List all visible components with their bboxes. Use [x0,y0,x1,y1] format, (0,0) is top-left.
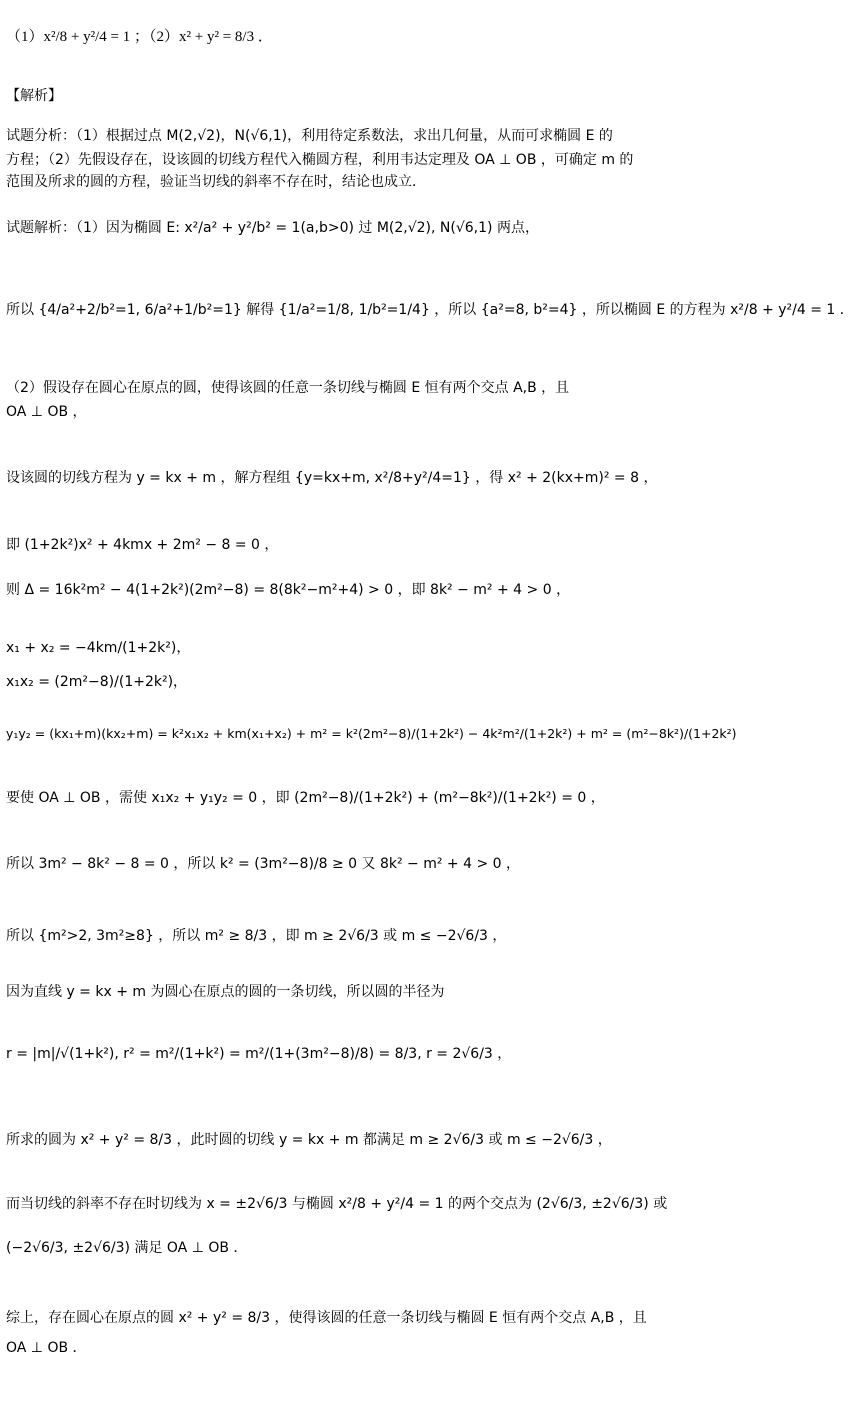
analysis-line-2: 方程；（2）先假设存在，设该圆的切线方程代入椭圆方程，利用韦达定理及 OA ⊥ OB ，可确定 m 的 [6,152,634,168]
solution-line-1: 试题解析：（1）因为椭圆 E: x²/a² + y²/b² = 1(a,b>0) 过 M(2,√2), N(√6,1) 两点， [6,220,539,236]
solution-line-15b: (−2√6/3, ±2√6/3) 满足 OA ⊥ OB ． [6,1240,248,1256]
answer-text: （1）x²/8 + y²/4 = 1 ；（2）x² + y² = 8/3 ． [6,29,273,45]
solution-line-2: 所以 {4/a²+2/b²=1, 6/a²+1/b²=1} 解得 {1/a²=1/8, 1/b²=1/4} ，所以 {a²=8, b²=4} ，所以椭圆 E 的方程为 x²/8 + y²/4 = 1 ． [6,302,854,318]
solution-line-13: r = |m|/√(1+k²), r² = m²/(1+k²) = m²/(1+(3m²−8)/8) = 8/3, r = 2√6/3 ， [6,1046,512,1062]
solution-line-4: 设该圆的切线方程为 y = kx + m ，解方程组 {y=kx+m, x²/8+y²/4=1} ，得 x² + 2(kx+m)² = 8 ， [6,470,658,486]
solution-line-16b: OA ⊥ OB ． [6,1340,87,1356]
analysis-line-3: 范围及所求的圆的方程，验证当切线的斜率不存在时，结论也成立． [6,174,426,190]
analysis-line-1: 试题分析：（1）根据过点 M(2,√2)，N(√6,1)，利用待定系数法，求出几何量，从而可求椭圆 E 的 [6,128,613,144]
solution-line-15: 而当切线的斜率不存在时切线为 x = ±2√6/3 与椭圆 x²/8 + y²/4 = 1 的两个交点为 (2√6/3, ±2√6/3) 或 [6,1196,668,1212]
solution-line-7b: x₁x₂ = (2m²−8)/(1+2k²)， [6,674,188,690]
solution-line-10: 所以 3m² − 8k² − 8 = 0 ，所以 k² = (3m²−8)/8 ≥ 0 又 8k² − m² + 4 > 0 ， [6,856,521,872]
solution-line-5: 即 (1+2k²)x² + 4kmx + 2m² − 8 = 0 ， [6,537,279,553]
answer-line [6,28,273,47]
solution-line-7a: x₁ + x₂ = −4km/(1+2k²)， [6,640,191,656]
solution-line-9: 要使 OA ⊥ OB ，需使 x₁x₂ + y₁y₂ = 0 ，即 (2m²−8)/(1+2k²) + (m²−8k²)/(1+2k²) = 0 ， [6,790,605,806]
solution-line-11: 所以 {m²>2, 3m²≥8} ，所以 m² ≥ 8/3 ，即 m ≥ 2√6/3 或 m ≤ −2√6/3 ， [6,928,507,944]
solution-line-14: 所求的圆为 x² + y² = 8/3 ，此时圆的切线 y = kx + m 都满足 m ≥ 2√6/3 或 m ≤ −2√6/3 ， [6,1132,612,1148]
solution-line-3b: OA ⊥ OB ， [6,404,87,420]
solution-line-12: 因为直线 y = kx + m 为圆心在原点的圆的一条切线，所以圆的半径为 [6,984,445,1000]
solution-line-3: （2）假设存在圆心在原点的圆，使得该圆的任意一条切线与椭圆 E 恒有两个交点 A,B ，且 [6,380,570,396]
solution-line-6: 则 Δ = 16k²m² − 4(1+2k²)(2m²−8) = 8(8k²−m²+4) > 0 ，即 8k² − m² + 4 > 0 ， [6,582,571,598]
section-title: 【解析】 [6,88,62,104]
solution-line-16: 综上，存在圆心在原点的圆 x² + y² = 8/3 ，使得该圆的任意一条切线与椭圆 E 恒有两个交点 A,B ，且 [6,1310,647,1326]
solution-line-8: y₁y₂ = (kx₁+m)(kx₂+m) = k²x₁x₂ + km(x₁+x₂) + m² = k²(2m²−8)/(1+2k²) − 4k²m²/(1+2k²) + m² = (m²−8k²)/(1+2k²) [6,726,737,741]
